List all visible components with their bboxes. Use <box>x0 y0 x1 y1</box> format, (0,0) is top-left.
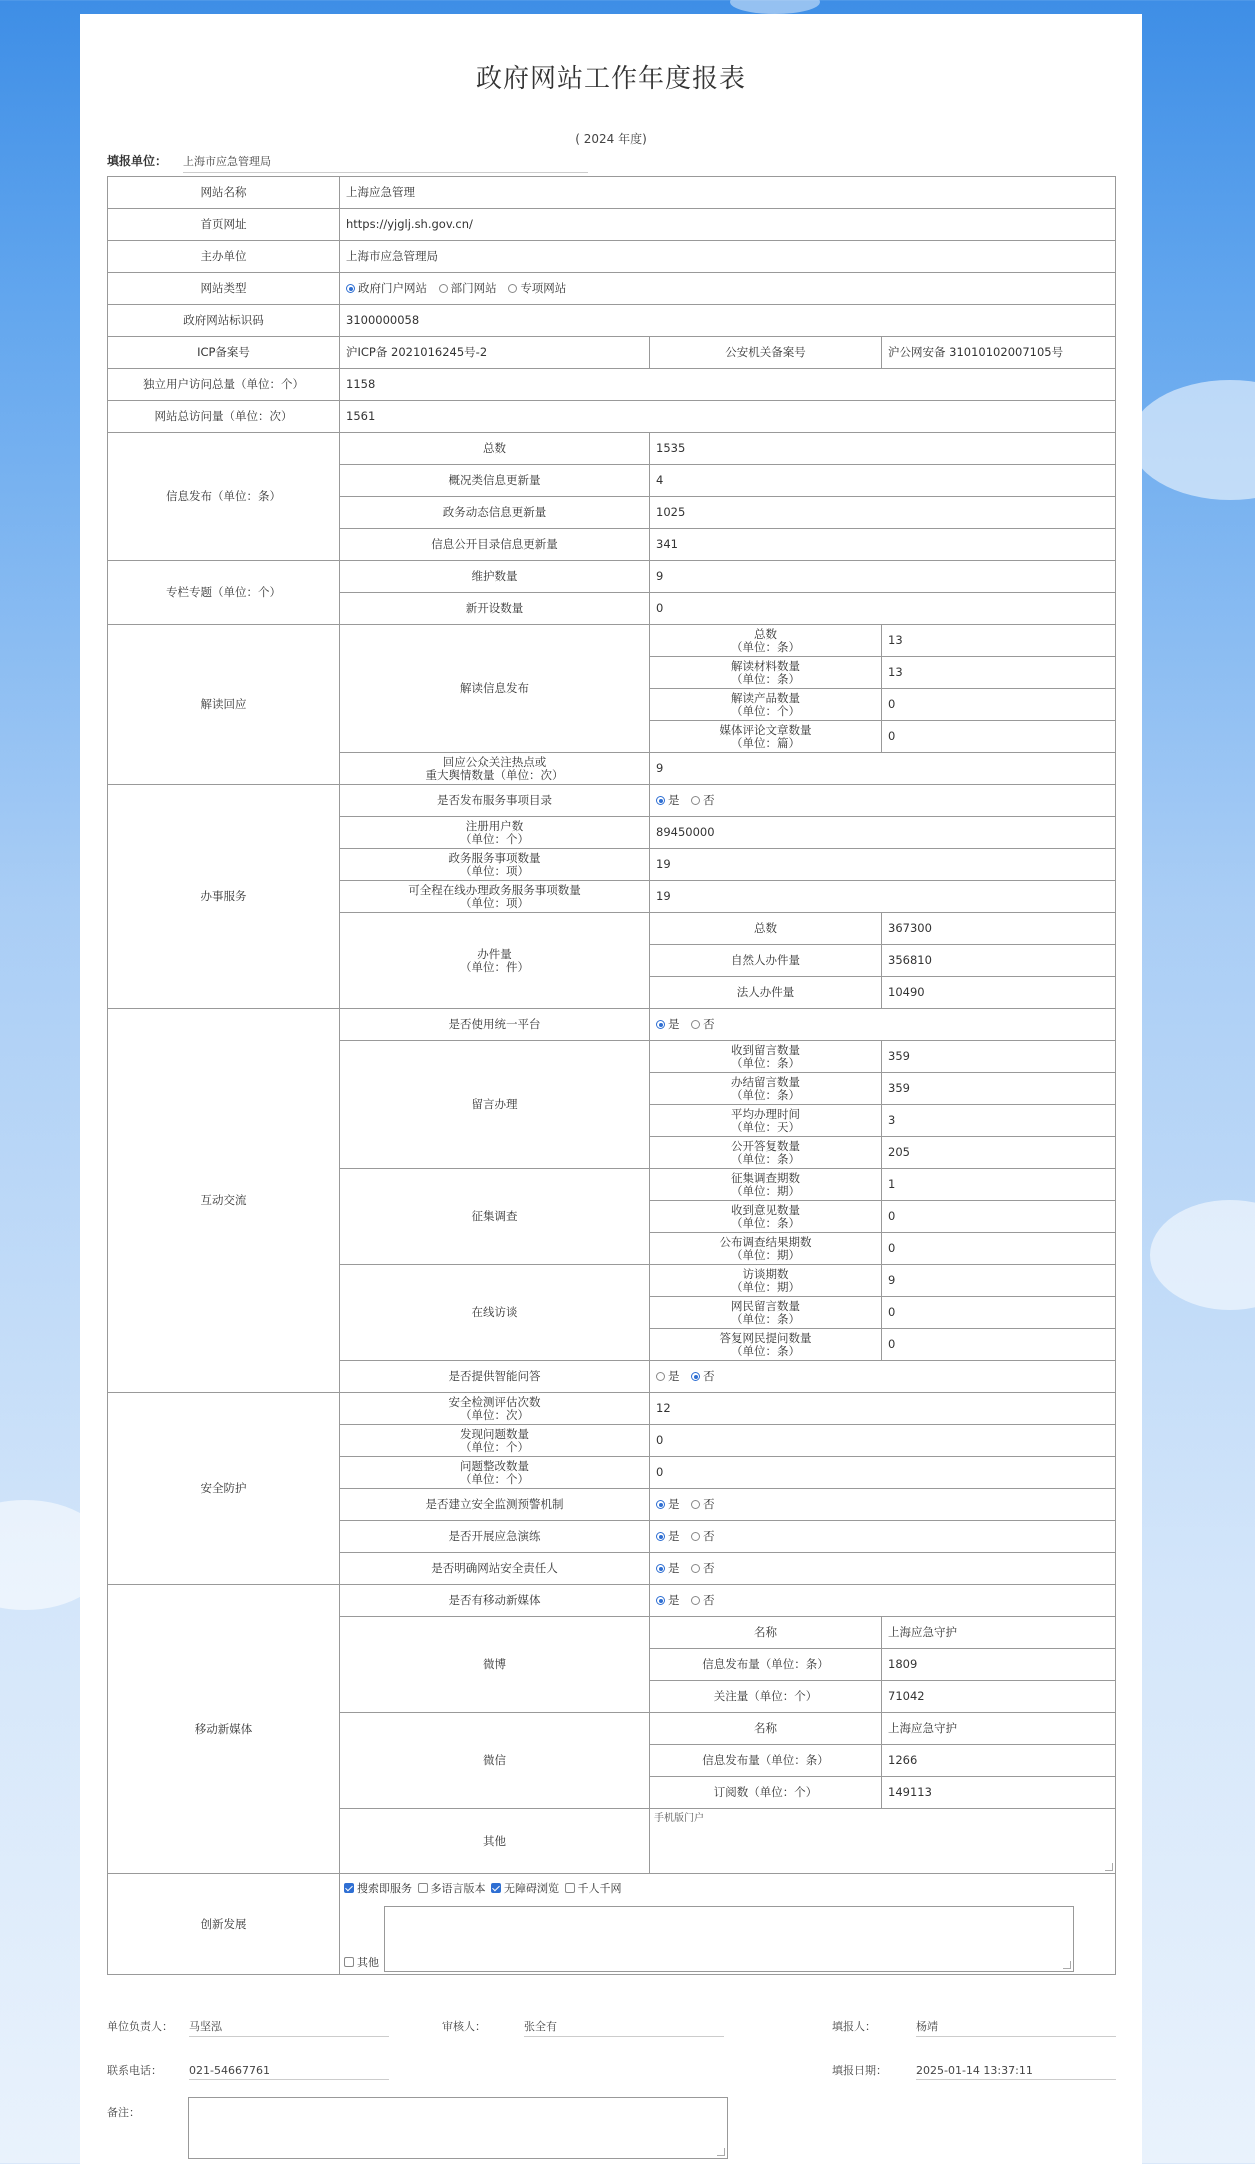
mobile-other-value: 手机版门户 <box>654 1813 704 1824</box>
security-monitor-radio-group <box>650 1489 1116 1521</box>
interp-total-field[interactable]: 13 <box>882 625 1116 657</box>
label-unit: （单位：条） <box>731 1343 800 1358</box>
service-reg-field[interactable]: 89450000 <box>650 817 1116 849</box>
uv-field[interactable]: 1158 <box>340 369 1116 401</box>
survey-results-label <box>650 1233 882 1265</box>
interact-talk-label: 在线访谈 <box>340 1265 650 1361</box>
radio-yes[interactable] <box>656 1564 665 1573</box>
footer-phone <box>107 2062 389 2080</box>
talk-replies-label <box>650 1329 882 1361</box>
checkbox-label: 搜索即服务 <box>357 1882 412 1895</box>
mobile-other-label: 其他 <box>340 1809 650 1874</box>
home-url-label: 首页网址 <box>108 209 340 241</box>
security-owner-radio-group <box>650 1553 1116 1585</box>
checkbox-accessibility[interactable] <box>491 1883 501 1893</box>
interp-media-label <box>650 721 882 753</box>
label-line: 回应公众关注热点或 <box>442 754 547 769</box>
radio-special-label: 专项网站 <box>520 281 567 295</box>
radio-portal-label: 政府门户网站 <box>358 281 427 295</box>
service-items-label <box>340 849 650 881</box>
innovation-section-label: 创新发展 <box>108 1874 340 1975</box>
radio-yes[interactable] <box>656 796 665 805</box>
radio-no-label: 否 <box>703 1497 715 1511</box>
security-fixed-field[interactable]: 0 <box>650 1457 1116 1489</box>
label-unit: （单位：条） <box>731 671 800 686</box>
wechat-subscribers-field[interactable]: 149113 <box>882 1777 1116 1809</box>
radio-yes-label: 是 <box>668 1593 680 1607</box>
label-line: 网民留言数量 <box>731 1298 800 1313</box>
info-news-field[interactable]: 1025 <box>650 497 1116 529</box>
filler-field[interactable]: 杨靖 <box>916 2018 1116 2037</box>
interact-smart-label: 是否提供智能问答 <box>340 1361 650 1393</box>
radio-yes-label: 是 <box>668 1497 680 1511</box>
column-maintain-field[interactable]: 9 <box>650 561 1116 593</box>
service-volume-person-field[interactable]: 356810 <box>882 945 1116 977</box>
radio-no[interactable] <box>691 1564 700 1573</box>
service-catalog-radio-group <box>650 785 1116 817</box>
radio-no-label: 否 <box>703 1529 715 1543</box>
label-line: 平均办理时间 <box>731 1106 800 1121</box>
label-unit: （单位：条） <box>731 1151 800 1166</box>
info-catalog-field[interactable]: 341 <box>650 529 1116 561</box>
label-unit: （单位：条） <box>731 1311 800 1326</box>
interact-smart-radio-group <box>650 1361 1116 1393</box>
checkbox-label: 其他 <box>357 1956 379 1969</box>
security-section-label: 安全防护 <box>108 1393 340 1585</box>
police-field[interactable]: 沪公网安备 31010102007105号 <box>882 337 1116 369</box>
talk-periods-field[interactable]: 9 <box>882 1265 1116 1297</box>
footer-remark <box>107 2104 140 2120</box>
background-cloud <box>1150 1200 1255 1310</box>
interact-msg-label: 留言办理 <box>340 1041 650 1169</box>
weibo-posts-field[interactable]: 1809 <box>882 1649 1116 1681</box>
fill-unit-row <box>107 152 588 173</box>
label-unit: （单位：篇） <box>731 735 800 750</box>
radio-yes[interactable] <box>656 1372 665 1381</box>
checkbox-label: 多语言版本 <box>430 1882 486 1895</box>
radio-yes-label: 是 <box>668 1017 680 1031</box>
msg-received-label <box>650 1041 882 1073</box>
label-unit: （单位：个） <box>460 831 529 846</box>
head-field[interactable]: 马坚泓 <box>189 2018 389 2037</box>
label-unit: （单位：项） <box>460 863 529 878</box>
label-line: 办结留言数量 <box>731 1074 800 1089</box>
wechat-subscribers-label: 订阅数（单位：个） <box>650 1777 882 1809</box>
msg-public-reply-label <box>650 1137 882 1169</box>
msg-avg-time-field[interactable]: 3 <box>882 1105 1116 1137</box>
label-unit: （单位：条） <box>731 1055 800 1070</box>
interp-response-field[interactable]: 9 <box>650 753 1116 785</box>
report-page <box>80 14 1142 2164</box>
survey-results-field[interactable]: 0 <box>882 1233 1116 1265</box>
site-type-radio-group <box>340 273 1116 305</box>
info-overview-field[interactable]: 4 <box>650 465 1116 497</box>
msg-closed-field[interactable]: 359 <box>882 1073 1116 1105</box>
service-online-label <box>340 881 650 913</box>
weibo-followers-label: 关注量（单位：个） <box>650 1681 882 1713</box>
service-items-field[interactable]: 19 <box>650 849 1116 881</box>
label-line: 公布调查结果期数 <box>719 1234 812 1249</box>
interp-total-label <box>650 625 882 657</box>
checkbox-label: 无障碍浏览 <box>504 1882 559 1895</box>
security-fixed-label <box>340 1457 650 1489</box>
radio-no-label: 否 <box>703 1369 715 1383</box>
label-line: 答复网民提问数量 <box>719 1330 812 1345</box>
checkbox-other[interactable] <box>344 1957 354 1967</box>
weibo-name-field[interactable]: 上海应急守护 <box>882 1617 1116 1649</box>
msg-avg-time-label <box>650 1105 882 1137</box>
radio-yes-label: 是 <box>668 1529 680 1543</box>
radio-no[interactable] <box>691 796 700 805</box>
info-section-label: 信息发布（单位：条） <box>108 433 340 561</box>
info-total-label: 总数 <box>340 433 650 465</box>
mobile-has-label: 是否有移动新媒体 <box>340 1585 650 1617</box>
interp-material-field[interactable]: 13 <box>882 657 1116 689</box>
interp-material-label <box>650 657 882 689</box>
service-reg-label <box>340 817 650 849</box>
checkbox-multilingual[interactable] <box>418 1883 428 1893</box>
column-new-label: 新开设数量 <box>340 593 650 625</box>
label-unit: （单位：条） <box>731 1215 800 1230</box>
footer-filler <box>832 2018 1116 2037</box>
security-drill-label: 是否开展应急演练 <box>340 1521 650 1553</box>
weibo-name-label: 名称 <box>650 1617 882 1649</box>
fill-unit-field[interactable]: 上海市应急管理局 <box>183 153 588 173</box>
footer-reviewer <box>442 2018 724 2037</box>
talk-messages-field[interactable]: 0 <box>882 1297 1116 1329</box>
head-label: 单位负责人： <box>107 2020 173 2033</box>
security-found-field[interactable]: 0 <box>650 1425 1116 1457</box>
label-unit: （单位：个） <box>460 1439 529 1454</box>
site-id-field[interactable]: 3100000058 <box>340 305 1116 337</box>
label-line: 可全程在线办理政务服务事项数量 <box>408 882 581 897</box>
radio-department-label: 部门网站 <box>450 281 497 295</box>
service-section-label: 办事服务 <box>108 785 340 1009</box>
service-volume-total-label: 总数 <box>650 913 882 945</box>
icp-field[interactable]: 沪ICP备 2021016245号-2 <box>340 337 650 369</box>
label-line: 总数 <box>754 626 777 641</box>
talk-messages-label <box>650 1297 882 1329</box>
wechat-label: 微信 <box>340 1713 650 1809</box>
reviewer-label: 审核人： <box>442 2020 486 2033</box>
label-line: 征集调查期数 <box>731 1170 800 1185</box>
radio-yes[interactable] <box>656 1596 665 1605</box>
interp-product-label <box>650 689 882 721</box>
resize-grip-icon[interactable] <box>1063 1961 1071 1969</box>
wechat-name-label: 名称 <box>650 1713 882 1745</box>
radio-yes[interactable] <box>656 1532 665 1541</box>
interp-section-label: 解读回应 <box>108 625 340 785</box>
reviewer-field[interactable]: 张全有 <box>524 2018 724 2037</box>
site-name-label: 网站名称 <box>108 177 340 209</box>
info-catalog-label: 信息公开目录信息更新量 <box>340 529 650 561</box>
site-id-label: 政府网站标识码 <box>108 305 340 337</box>
mobile-section-label: 移动新媒体 <box>108 1585 340 1874</box>
radio-yes-label: 是 <box>668 793 680 807</box>
service-online-field[interactable]: 19 <box>650 881 1116 913</box>
mobile-has-radio-group <box>650 1585 1116 1617</box>
fill-unit-label: 填报单位： <box>107 154 168 168</box>
label-unit: （单位：件） <box>460 959 529 974</box>
radio-yes-label: 是 <box>668 1369 680 1383</box>
remark-label: 备注： <box>107 2106 140 2119</box>
security-monitor-label: 是否建立安全监测预警机制 <box>340 1489 650 1521</box>
radio-yes[interactable] <box>656 1020 665 1029</box>
label-line: 安全检测评估次数 <box>448 1394 541 1409</box>
label-unit: （单位：期） <box>731 1183 800 1198</box>
checkbox-search-service[interactable] <box>344 1883 354 1893</box>
label-line: 媒体评论文章数量 <box>719 722 812 737</box>
label-line: 收到留言数量 <box>731 1042 800 1057</box>
radio-yes-label: 是 <box>668 1561 680 1575</box>
label-line: 办件量 <box>477 946 512 961</box>
innovation-options <box>340 1874 1116 1975</box>
weibo-followers-field[interactable]: 71042 <box>882 1681 1116 1713</box>
date-label: 填报日期： <box>832 2064 887 2077</box>
label-line: 公开答复数量 <box>731 1138 800 1153</box>
label-unit: （单位：条） <box>731 639 800 654</box>
survey-periods-field[interactable]: 1 <box>882 1169 1116 1201</box>
site-name-field[interactable]: 上海应急管理 <box>340 177 1116 209</box>
radio-no[interactable] <box>691 1372 700 1381</box>
weibo-label: 微博 <box>340 1617 650 1713</box>
host-field[interactable]: 上海市应急管理局 <box>340 241 1116 273</box>
label-line: 访谈期数 <box>742 1266 789 1281</box>
service-catalog-label: 是否发布服务事项目录 <box>340 785 650 817</box>
radio-no[interactable] <box>691 1532 700 1541</box>
footer-row-1 <box>107 2018 389 2037</box>
background-cloud <box>730 0 820 14</box>
column-section-label: 专栏专题（单位：个） <box>108 561 340 625</box>
label-unit: （单位：项） <box>460 895 529 910</box>
police-label: 公安机关备案号 <box>650 337 882 369</box>
site-type-label: 网站类型 <box>108 273 340 305</box>
weibo-posts-label: 信息发布量（单位：条） <box>650 1649 882 1681</box>
label-unit: （单位：天） <box>731 1119 800 1134</box>
interp-response-label <box>340 753 650 785</box>
security-drill-radio-group <box>650 1521 1116 1553</box>
host-label: 主办单位 <box>108 241 340 273</box>
security-check-field[interactable]: 12 <box>650 1393 1116 1425</box>
report-table <box>107 176 1116 1975</box>
wechat-name-field[interactable]: 上海应急守护 <box>882 1713 1116 1745</box>
radio-department[interactable] <box>439 284 448 293</box>
innovation-other-textarea[interactable] <box>384 1906 1074 1972</box>
radio-no[interactable] <box>691 1500 700 1509</box>
resize-grip-icon[interactable] <box>717 2148 725 2156</box>
talk-periods-label <box>650 1265 882 1297</box>
label-unit: （单位：个） <box>731 703 800 718</box>
label-unit: （单位：期） <box>731 1279 800 1294</box>
column-new-field[interactable]: 0 <box>650 593 1116 625</box>
resize-grip-icon[interactable] <box>1105 1863 1113 1871</box>
wechat-posts-field[interactable]: 1266 <box>882 1745 1116 1777</box>
innovation-checkbox-row <box>344 1882 622 1895</box>
service-volume-legal-field[interactable]: 10490 <box>882 977 1116 1009</box>
label-line: 解读材料数量 <box>731 658 800 673</box>
service-volume-legal-label: 法人办件量 <box>650 977 882 1009</box>
label-unit: （单位：个） <box>460 1471 529 1486</box>
msg-received-field[interactable]: 359 <box>882 1041 1116 1073</box>
innovation-other-row <box>344 1956 379 1969</box>
label-unit: （单位：条） <box>731 1087 800 1102</box>
interp-pub-label: 解读信息发布 <box>340 625 650 753</box>
msg-public-reply-field[interactable]: 205 <box>882 1137 1116 1169</box>
radio-portal[interactable] <box>346 284 355 293</box>
home-url-field[interactable]: https://yjglj.sh.gov.cn/ <box>340 209 1116 241</box>
survey-opinions-field[interactable]: 0 <box>882 1201 1116 1233</box>
radio-no-label: 否 <box>703 793 715 807</box>
date-field[interactable]: 2025-01-14 13:37:11 <box>916 2064 1116 2080</box>
interp-product-field[interactable]: 0 <box>882 689 1116 721</box>
label-unit: （单位：期） <box>731 1247 800 1262</box>
footer-date <box>832 2062 1116 2080</box>
talk-replies-field[interactable]: 0 <box>882 1329 1116 1361</box>
label-line: 注册用户数 <box>465 818 524 833</box>
checkbox-label: 千人千网 <box>577 1882 622 1895</box>
icp-label: ICP备案号 <box>108 337 340 369</box>
interact-platform-label: 是否使用统一平台 <box>340 1009 650 1041</box>
radio-no-label: 否 <box>703 1017 715 1031</box>
survey-opinions-label <box>650 1201 882 1233</box>
report-year: ( 2024 年度) <box>575 132 647 146</box>
background-cloud <box>1130 380 1255 500</box>
security-found-label <box>340 1425 650 1457</box>
info-overview-label: 概况类信息更新量 <box>340 465 650 497</box>
survey-periods-label <box>650 1169 882 1201</box>
label-line: 发现问题数量 <box>460 1426 529 1441</box>
interact-platform-radio-group <box>650 1009 1116 1041</box>
interact-section-label: 互动交流 <box>108 1009 340 1393</box>
pv-field[interactable]: 1561 <box>340 401 1116 433</box>
label-line: 解读产品数量 <box>731 690 800 705</box>
info-total-field[interactable]: 1535 <box>650 433 1116 465</box>
security-owner-label: 是否明确网站安全责任人 <box>340 1553 650 1585</box>
phone-label: 联系电话： <box>107 2064 162 2077</box>
interact-survey-label: 征集调查 <box>340 1169 650 1265</box>
checkbox-personalized[interactable] <box>565 1883 575 1893</box>
security-check-label <box>340 1393 650 1425</box>
remark-textarea[interactable] <box>188 2097 728 2159</box>
mobile-other-textarea[interactable] <box>650 1809 1116 1874</box>
label-line: 收到意见数量 <box>731 1202 800 1217</box>
radio-yes[interactable] <box>656 1500 665 1509</box>
wechat-posts-label: 信息发布量（单位：条） <box>650 1745 882 1777</box>
info-news-label: 政务动态信息更新量 <box>340 497 650 529</box>
radio-special[interactable] <box>508 284 517 293</box>
radio-no[interactable] <box>691 1020 700 1029</box>
radio-no-label: 否 <box>703 1561 715 1575</box>
label-unit: （单位：次） <box>460 1407 529 1422</box>
column-maintain-label: 维护数量 <box>340 561 650 593</box>
filler-label: 填报人： <box>832 2020 876 2033</box>
msg-closed-label <box>650 1073 882 1105</box>
label-line: 政务服务事项数量 <box>448 850 541 865</box>
interp-media-field[interactable]: 0 <box>882 721 1116 753</box>
label-line: 问题整改数量 <box>460 1458 529 1473</box>
page-title: 政府网站工作年度报表 <box>475 64 746 94</box>
label-unit: 重大舆情数量（单位：次） <box>425 767 564 782</box>
radio-no[interactable] <box>691 1596 700 1605</box>
radio-no-label: 否 <box>703 1593 715 1607</box>
service-volume-total-field[interactable]: 367300 <box>882 913 1116 945</box>
phone-field[interactable]: 021-54667761 <box>189 2064 389 2080</box>
service-volume-person-label: 自然人办件量 <box>650 945 882 977</box>
uv-label: 独立用户访问总量（单位：个） <box>108 369 340 401</box>
pv-label: 网站总访问量（单位：次） <box>108 401 340 433</box>
service-volume-label <box>340 913 650 1009</box>
